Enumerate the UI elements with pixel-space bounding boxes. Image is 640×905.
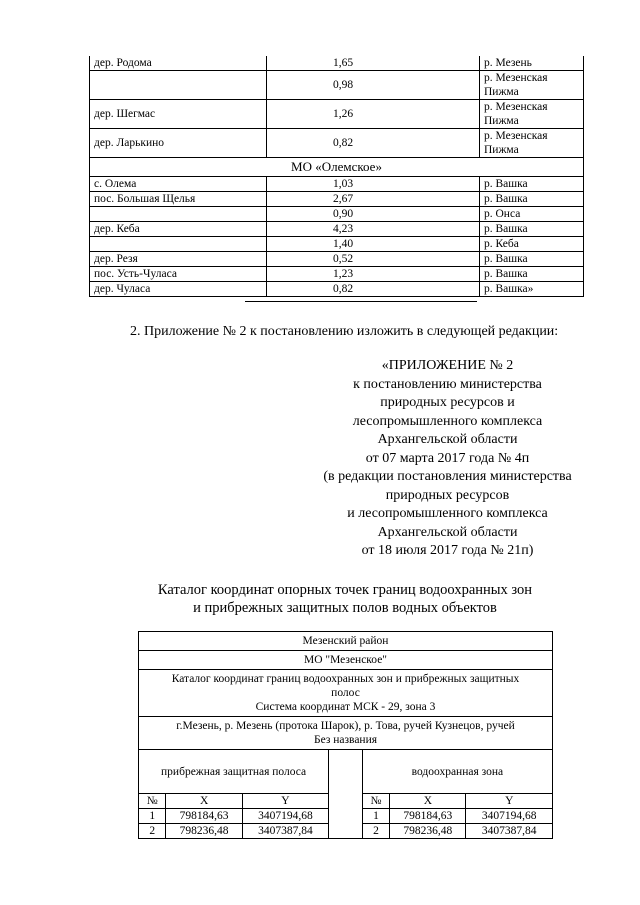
col-no: № <box>139 794 166 809</box>
cell-no: 1 <box>362 809 389 824</box>
settlement-cell: дер. Шегмас <box>90 100 267 129</box>
appendix-line: Архангельской области <box>377 432 518 447</box>
distance-cell: 1,23 <box>267 267 480 282</box>
river-cell: р. Вашка <box>480 222 584 237</box>
catalog-cell <box>139 670 553 717</box>
river-cell: р. Мезенская Пижма <box>480 100 584 129</box>
objects-cell <box>139 717 553 750</box>
objects-line: г.Мезень, р. Мезень (протока Шарок), р. Това, ручей Кузнецов, ручей <box>176 720 515 732</box>
distance-cell: 1,65 <box>267 56 480 71</box>
col-y: Y <box>466 794 553 809</box>
separator-line <box>245 301 477 302</box>
table-row <box>90 207 584 222</box>
group-row <box>90 158 584 177</box>
distance-cell: 4,23 <box>267 222 480 237</box>
mo-cell: МО "Мезенское" <box>139 651 553 670</box>
coordinates-table <box>138 631 553 839</box>
cell-y: 3407387,84 <box>466 824 553 839</box>
table-row <box>90 222 584 237</box>
table-row <box>90 237 584 252</box>
cell-y: 3407194,68 <box>242 809 328 824</box>
cell-x: 798236,48 <box>166 824 242 839</box>
river-cell: р. Вашка <box>480 252 584 267</box>
table-row <box>90 56 584 71</box>
appendix-line: и лесопромышленного комплекса <box>347 506 548 521</box>
water-zone-header: водоохранная зона <box>362 750 552 794</box>
distance-cell: 1,40 <box>267 237 480 252</box>
cell-x: 798236,48 <box>390 824 466 839</box>
cell-x: 798184,63 <box>166 809 242 824</box>
settlement-cell: дер. Кеба <box>90 222 267 237</box>
appendix-line: (в редакции постановления министерства <box>323 469 572 484</box>
distance-cell: 0,82 <box>267 282 480 297</box>
table-row <box>90 100 584 129</box>
appendix-line: от 18 июля 2017 года № 21п) <box>361 543 534 558</box>
table-row <box>90 282 584 297</box>
distance-cell: 1,03 <box>267 177 480 192</box>
coordinate-system: Система координат МСК - 29, зона 3 <box>255 701 436 713</box>
appendix-line: природных ресурсов и <box>380 395 515 410</box>
objects-line: Без названия <box>313 734 378 746</box>
col-y: Y <box>242 794 328 809</box>
col-x: X <box>166 794 242 809</box>
settlement-cell: дер. Чуласа <box>90 282 267 297</box>
appendix-line: природных ресурсов <box>385 487 510 503</box>
distance-cell: 0,52 <box>267 252 480 267</box>
river-cell: р. Вашка» <box>480 282 584 297</box>
settlement-cell: пос. Усть-Чуласа <box>90 267 267 282</box>
group-cell: МО «Олемское» <box>90 158 584 177</box>
gap-column <box>329 750 363 839</box>
settlement-cell <box>90 207 267 222</box>
table-row <box>90 252 584 267</box>
river-cell: р. Мезенская Пижма <box>480 129 584 158</box>
settlement-cell: пос. Большая Щелья <box>90 192 267 207</box>
catalog-line: Каталог координат границ водоохранных зон и прибрежных защитных <box>171 673 520 685</box>
distance-cell: 1,26 <box>267 100 480 129</box>
cell-no: 2 <box>362 824 389 839</box>
river-cell: р. Онса <box>480 207 584 222</box>
settlement-cell <box>90 71 267 100</box>
distance-cell: 0,90 <box>267 207 480 222</box>
cell-y: 3407194,68 <box>466 809 553 824</box>
catalog-title-line: Каталог координат опорных точек границ водоохранных зон <box>157 582 533 598</box>
col-no: № <box>362 794 389 809</box>
appendix-line: лесопромышленного комплекса <box>352 413 543 429</box>
catalog-title-line: и прибрежных защитных полов водных объектов <box>193 600 497 616</box>
appendix-header <box>305 357 590 561</box>
settlement-cell: дер. Родома <box>90 56 267 71</box>
cell-no: 1 <box>139 809 166 824</box>
cell-y: 3407387,84 <box>242 824 328 839</box>
table-row <box>90 177 584 192</box>
coastal-strip-header: прибрежная защитная полоса <box>139 750 329 794</box>
catalog-line: полос <box>331 687 360 699</box>
settlement-cell <box>90 237 267 252</box>
distance-cell: 0,98 <box>267 71 480 100</box>
distance-cell: 2,67 <box>267 192 480 207</box>
appendix-line: к постановлению министерства <box>353 376 542 392</box>
appendix-line: Архангельской области <box>377 524 518 540</box>
distance-cell: 0,82 <box>267 129 480 158</box>
settlement-cell: дер. Резя <box>90 252 267 267</box>
table-row <box>90 129 584 158</box>
appendix-line: от 07 марта 2017 года № 4п <box>365 450 530 466</box>
cell-no: 2 <box>139 824 166 839</box>
appendix-line: «ПРИЛОЖЕНИЕ № 2 <box>381 358 514 373</box>
river-cell: р. Вашка <box>480 267 584 282</box>
amendment-paragraph: 2. Приложение № 2 к постановлению изложить в следующей редакции: <box>130 324 559 339</box>
settlement-cell: дер. Ларькино <box>90 129 267 158</box>
river-cell: р. Кеба <box>480 237 584 252</box>
river-cell: р. Мезень <box>480 56 584 71</box>
district-cell: Мезенский район <box>139 632 553 651</box>
river-cell: р. Вашка <box>480 192 584 207</box>
river-cell: р. Вашка <box>480 177 584 192</box>
settlement-cell: с. Олема <box>90 177 267 192</box>
table-row <box>90 192 584 207</box>
col-x: X <box>390 794 466 809</box>
settlements-table <box>89 56 584 297</box>
catalog-title <box>130 581 560 617</box>
table-row <box>90 71 584 100</box>
river-cell: р. Мезенская Пижма <box>480 71 584 100</box>
cell-x: 798184,63 <box>390 809 466 824</box>
table-row <box>90 267 584 282</box>
